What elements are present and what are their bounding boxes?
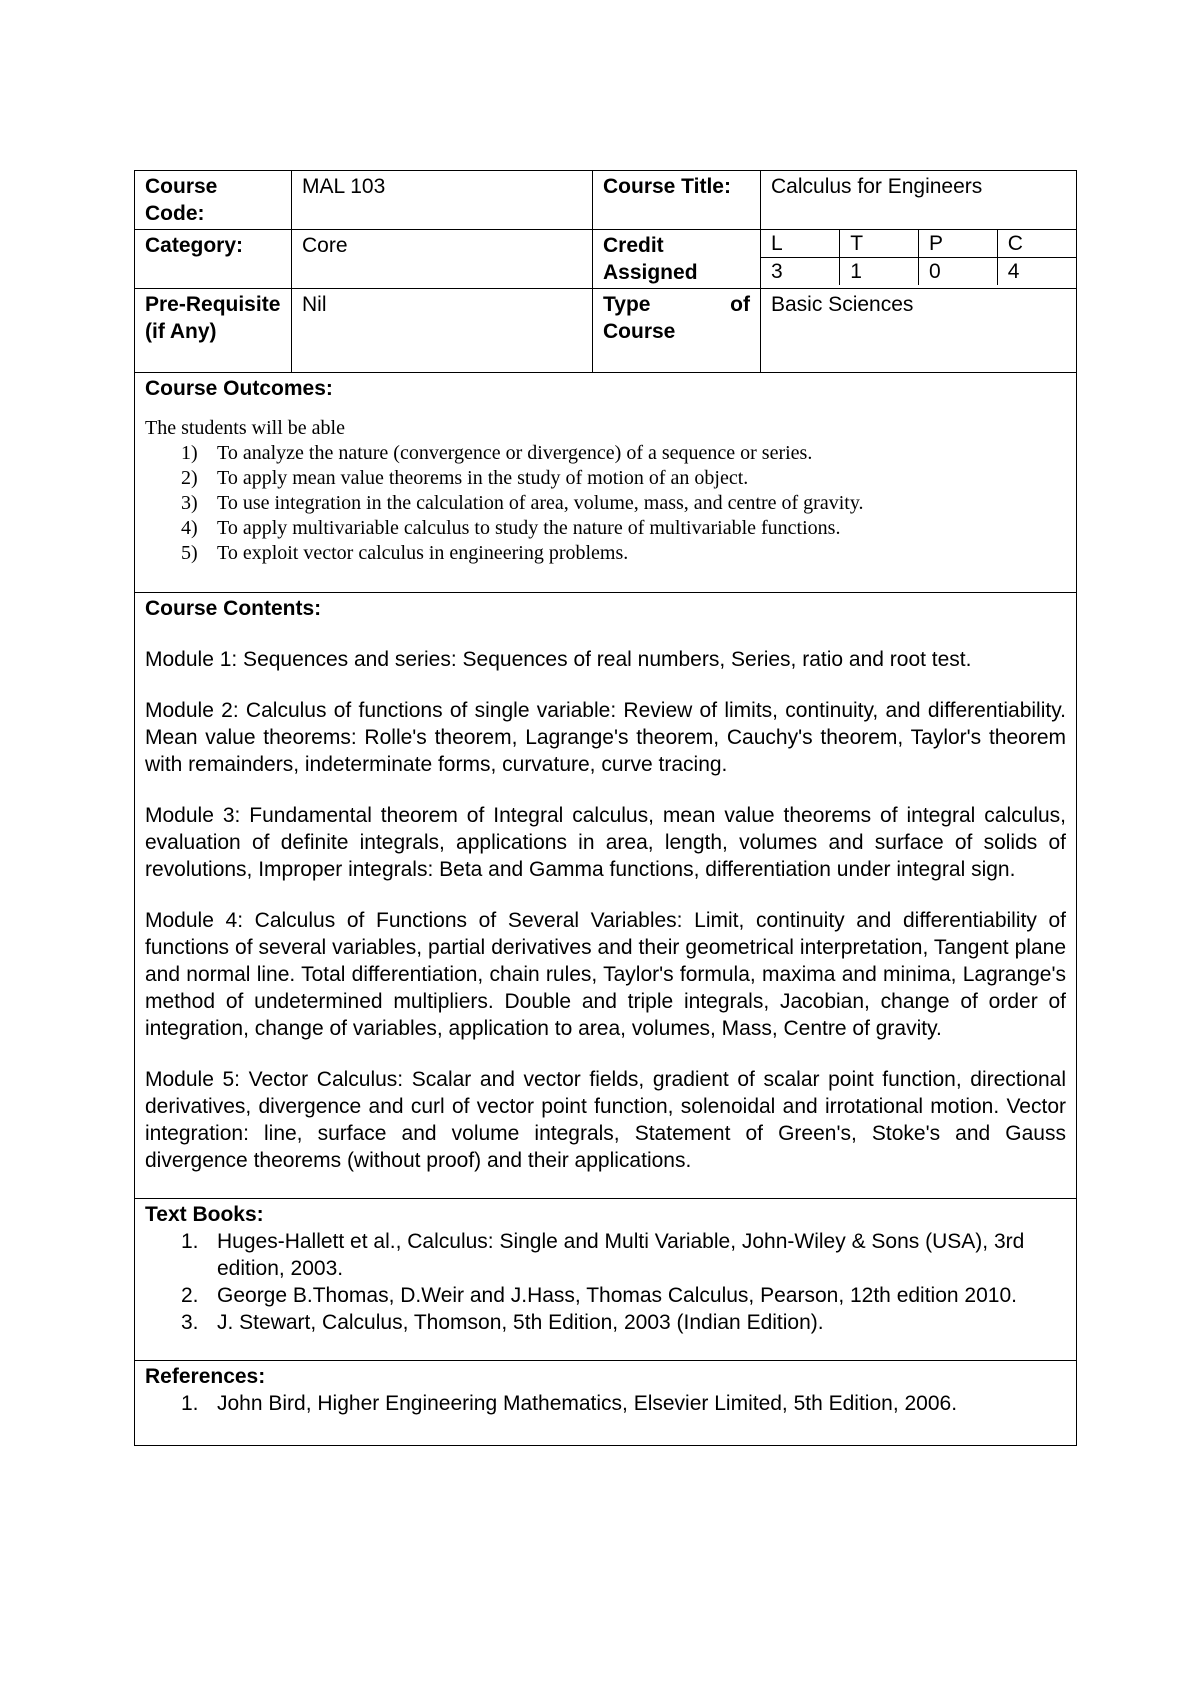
references-section bbox=[135, 1361, 1077, 1446]
references-title: References: bbox=[145, 1365, 266, 1388]
outcomes-section bbox=[135, 373, 1077, 593]
module-5: Module 5: Vector Calculus: Scalar and vector fields, gradient of scalar point function, directional derivatives, divergence and curl of vector point function, solenoidal and irrotational motion. Vector integration: line, surface and volume integrals, Statement of Green's, Stoke's and Gauss divergence theorems (without proof) and their applications. bbox=[145, 1068, 1066, 1172]
category-label: Category: bbox=[135, 230, 292, 289]
row-contents bbox=[135, 593, 1077, 1199]
credit-label: Credit Assigned bbox=[593, 230, 761, 289]
course-title-value: Calculus for Engineers bbox=[761, 171, 1077, 230]
list-item: 1) To analyze the nature (convergence or divergence) of a sequence or series. bbox=[181, 442, 813, 464]
list-item: 2. George B.Thomas, D.Weir and J.Hass, Thomas Calculus, Pearson, 12th edition 2010. bbox=[181, 1284, 1017, 1307]
list-item: 3) To use integration in the calculation of area, volume, mass, and centre of gravity. bbox=[181, 492, 864, 514]
credit-value-p: 0 bbox=[919, 258, 998, 286]
credit-grid bbox=[761, 230, 1076, 285]
module-1: Module 1: Sequences and series: Sequences of real numbers, Series, ratio and root test. bbox=[145, 648, 972, 671]
prereq-label: Pre-Requisite (if Any) bbox=[135, 289, 292, 373]
outcomes-intro: The students will be able bbox=[145, 417, 345, 439]
textbooks-section bbox=[135, 1199, 1077, 1361]
list-item: 2) To apply mean value theorems in the study of motion of an object. bbox=[181, 467, 749, 489]
row-outcomes bbox=[135, 373, 1077, 593]
contents-section bbox=[135, 593, 1077, 1199]
row-textbooks bbox=[135, 1199, 1077, 1361]
credit-value-c: 4 bbox=[1007, 260, 1020, 283]
credit-header-l: L bbox=[761, 230, 840, 258]
credit-header-c: C bbox=[997, 230, 1076, 258]
credit-value-t: 1 bbox=[840, 258, 919, 286]
type-label: Type of Course bbox=[593, 289, 761, 373]
course-table bbox=[134, 170, 1077, 1446]
outcomes-list bbox=[145, 441, 1066, 566]
module-4: Module 4: Calculus of Functions of Several Variables: Limit, continuity and differentiability of functions of several variables, partial derivatives and their geometrical interpretation, Tangent plane and normal line. Total differentiation, chain rules, Taylor's formula, maxima and minima, Lagrange's method of undetermined multipliers. Double and triple integrals, Jacobian, change of order of integration, change of variables, application to area, volumes, Mass, Centre of gravity. bbox=[145, 909, 1066, 1040]
category-value: Core bbox=[292, 230, 593, 289]
list-item: 1. Huges-Hallett et al., Calculus: Single and Multi Variable, John-Wiley & Sons (USA), 3rd edition, 2003. bbox=[181, 1230, 1025, 1280]
row-code-title bbox=[135, 171, 1077, 230]
textbooks-title: Text Books: bbox=[145, 1203, 264, 1226]
credit-header-row bbox=[761, 230, 1076, 258]
module-2: Module 2: Calculus of functions of single variable: Review of limits, continuity, and differentiability. Mean value theorems: Rolle's theorem, Lagrange's theorem, Cauchy's theorem, Taylor's theorem with remainders, indeterminate forms, curvature, curve tracing. bbox=[145, 699, 1066, 776]
type-value: Basic Sciences bbox=[761, 289, 1077, 373]
outcomes-title: Course Outcomes: bbox=[145, 377, 333, 400]
list-item: 1. John Bird, Higher Engineering Mathematics, Elsevier Limited, 5th Edition, 2006. bbox=[181, 1392, 958, 1415]
row-category-credit bbox=[135, 230, 1077, 289]
prereq-value: Nil bbox=[292, 289, 593, 373]
course-code-label: Course Code: bbox=[135, 171, 292, 230]
course-title-label: Course Title: bbox=[593, 171, 761, 230]
list-item: 4) To apply multivariable calculus to study the nature of multivariable functions. bbox=[181, 517, 841, 539]
credit-header-t: T bbox=[840, 230, 919, 258]
references-list bbox=[145, 1390, 1066, 1417]
credit-header-p: P bbox=[919, 230, 998, 258]
credit-value-l: 3 bbox=[761, 258, 840, 286]
row-prereq-type bbox=[135, 289, 1077, 373]
contents-title: Course Contents: bbox=[145, 597, 322, 620]
course-code-value: MAL 103 bbox=[292, 171, 593, 230]
row-references bbox=[135, 1361, 1077, 1446]
list-item: 5) To exploit vector calculus in engineering problems. bbox=[181, 542, 629, 564]
credit-grid-cell bbox=[761, 230, 1077, 289]
list-item: 3. J. Stewart, Calculus, Thomson, 5th Edition, 2003 (Indian Edition). bbox=[181, 1311, 824, 1334]
module-3: Module 3: Fundamental theorem of Integral calculus, mean value theorems of integral calculus, evaluation of definite integrals, applications in area, length, volumes and surface of solids of revolutions, Improper integrals: Beta and Gamma functions, differentiation under integral sign. bbox=[145, 804, 1066, 881]
textbooks-list bbox=[145, 1228, 1066, 1336]
credit-value-row bbox=[761, 258, 1076, 286]
